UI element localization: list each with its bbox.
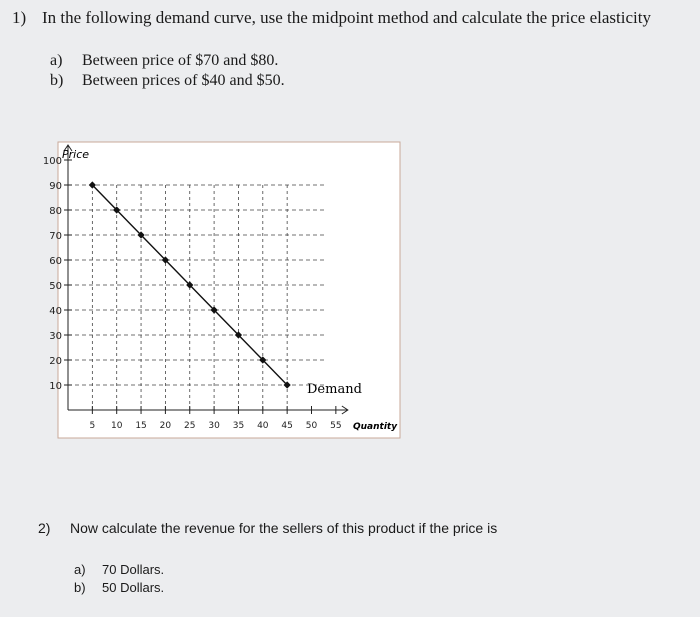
demand-chart xyxy=(28,140,402,440)
question-1-number: 1) xyxy=(12,8,27,27)
y-tick-label: 100 xyxy=(42,156,62,167)
part-text: 70 Dollars. xyxy=(102,562,165,577)
x-axis-title: Quantity xyxy=(353,422,398,432)
y-tick-label: 50 xyxy=(49,281,62,292)
part-label: a) xyxy=(74,562,86,577)
x-tick-label: 25 xyxy=(184,421,196,431)
part-label: b) xyxy=(74,580,86,595)
y-tick-label: 30 xyxy=(49,331,62,342)
x-tick-label: 55 xyxy=(330,421,342,431)
x-tick-label: 50 xyxy=(305,421,318,431)
x-tick-label: 30 xyxy=(208,421,220,431)
x-tick-label: 45 xyxy=(281,421,293,431)
x-tick-label: 35 xyxy=(232,421,245,431)
y-tick-label: 20 xyxy=(49,356,62,367)
y-tick-label: 10 xyxy=(49,381,62,392)
y-tick-label: 80 xyxy=(49,206,62,217)
part-text: Between price of $70 and $80. xyxy=(82,52,279,69)
question-2-text: Now calculate the revenue for the sellers of this product if the price is xyxy=(70,520,498,536)
question-1-part-b xyxy=(50,72,285,90)
question-2-number: 2) xyxy=(38,520,51,536)
x-tick-label: 20 xyxy=(159,421,172,431)
demand-chart-svg xyxy=(28,140,402,440)
question-2-part-b xyxy=(74,580,164,595)
question-2 xyxy=(38,520,497,536)
x-tick-label: 15 xyxy=(135,421,147,431)
question-1-text: In the following demand curve, use the midpoint method and calculate the price elasticity xyxy=(42,8,651,27)
question-1 xyxy=(12,8,651,28)
part-label: b) xyxy=(50,72,64,89)
y-tick-label: 40 xyxy=(49,306,62,317)
x-tick-label: 10 xyxy=(110,421,123,431)
demand-label: Demand xyxy=(307,382,362,397)
y-axis-title: Price xyxy=(62,148,90,161)
x-tick-label: 5 xyxy=(89,421,96,431)
question-1-part-a xyxy=(50,52,278,70)
y-tick-label: 70 xyxy=(49,231,62,242)
part-text: Between prices of $40 and $50. xyxy=(82,72,285,89)
x-tick-label: 40 xyxy=(257,421,269,431)
question-2-part-a xyxy=(74,562,164,577)
y-tick-label: 60 xyxy=(49,256,62,267)
part-text: 50 Dollars. xyxy=(102,580,165,595)
part-label: a) xyxy=(50,52,63,69)
y-tick-label: 90 xyxy=(49,181,62,192)
